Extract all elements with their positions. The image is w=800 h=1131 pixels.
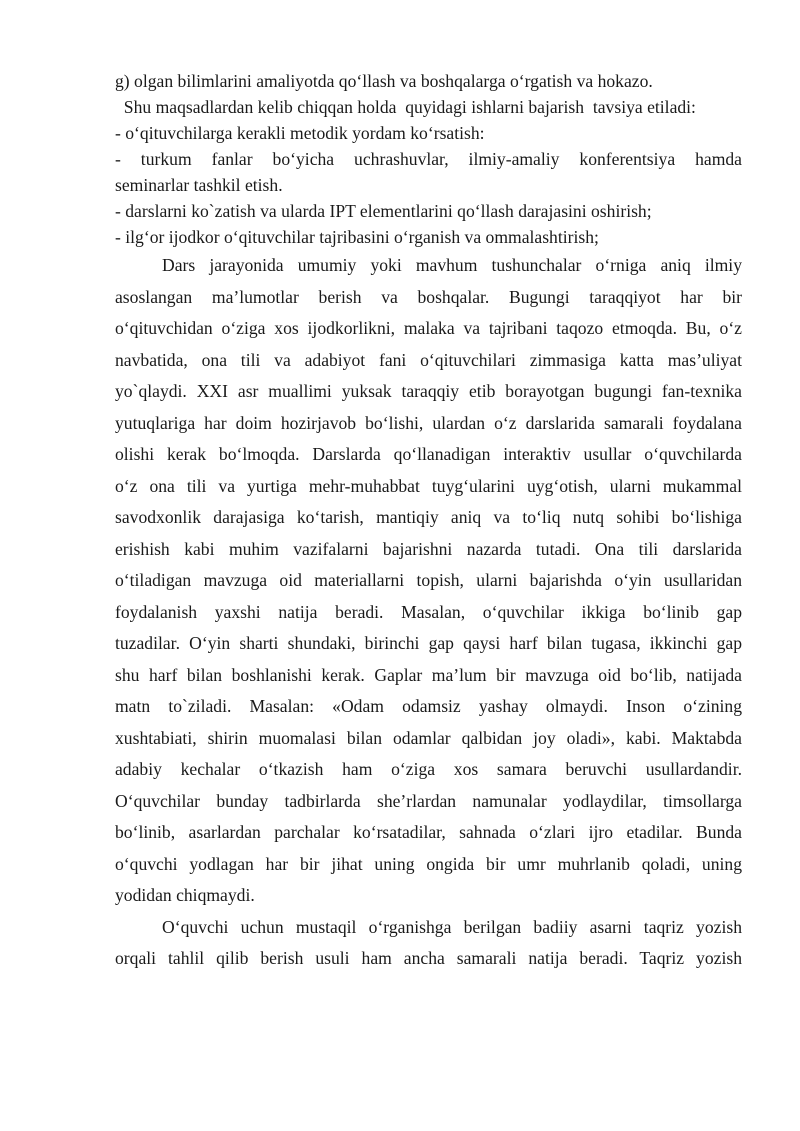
paragraph-line: erishish kabi muhim vazifalarni bajarishni nazarda tutadi. Ona tili darslarida [115, 538, 742, 559]
paragraph-line: navbatida, ona tili va adabiyot fani o‘qituvchilari zimmasiga katta mas’uliyat [115, 349, 742, 370]
paragraph-line: shu harf bilan boshlanishi kerak. Gaplar ma’lum bir mavzuga oid bo‘lib, natijada [115, 664, 742, 685]
paragraph-2 [115, 912, 742, 975]
list-item: - darslarni ko`zatish va ularda IPT elementlarini qo‘llash darajasini oshirish; [115, 201, 652, 221]
paragraph-line: O‘quvchilar bunday tadbirlarda she’rlardan namunalar yodlaydilar, timsollarga [115, 790, 742, 811]
paragraph-line: orqali tahlil qilib berish usuli ham ancha samarali natija beradi. Taqriz yozish [115, 948, 742, 968]
paragraph-line: o‘z ona tili va yurtiga mehr-muhabbat tuyg‘ularini uyg‘otish, ularni mukammal [115, 475, 742, 496]
list-section [115, 68, 742, 250]
paragraph-line: bo‘linib, asarlardan parchalar ko‘rsatadilar, sahnada o‘zlari ijro etadilar. Bunda [115, 822, 742, 842]
document-page [115, 68, 742, 975]
paragraph-line: Dars jarayonida umumiy yoki mavhum tushunchalar o‘rniga aniq ilmiy [162, 255, 742, 275]
paragraph-line: o‘tiladigan mavzuga oid materiallarni topish, ularni bajarishda o‘yin usullaridan [115, 570, 742, 590]
text-line: Shu maqsadlardan kelib chiqqan holda quyidagi ishlarni bajarish tavsiya etiladi: [115, 97, 696, 117]
list-item-continuation: seminarlar tashkil etish. [115, 175, 283, 195]
paragraph-line: tuzadilar. O‘yin sharti shundaki, birinchi gap qaysi harf bilan tugasa, ikkinchi gap [115, 633, 742, 653]
paragraph-line: matn to`ziladi. Masalan: «Odam odamsiz yashay olmaydi. Inson o‘zining [115, 696, 742, 716]
list-item: - ilg‘or ijodkor o‘qituvchilar tajribasini o‘rganish va ommalashtirish; [115, 227, 599, 247]
paragraph-line: o‘quvchi yodlagan har bir jihat uning ongida bir umr muhrlanib qoladi, uning [115, 853, 742, 874]
paragraph-line: savodxonlik darajasiga ko‘tarish, mantiqiy aniq va to‘liq nutq sohibi bo‘lishiga [115, 507, 742, 527]
paragraph-line: foydalanish yaxshi natija beradi. Masalan, o‘quvchilar ikkiga bo‘linib gap [115, 601, 742, 622]
paragraph-line: asoslangan ma’lumotlar berish va boshqalar. Bugungi taraqqiyot har bir [115, 286, 742, 307]
list-item: - turkum fanlar bo‘yicha uchrashuvlar, ilmiy-amaliy konferentsiya hamda [115, 149, 742, 169]
paragraph-line: adabiy kechalar o‘tkazish ham o‘ziga xos samara beruvchi usullardandir. [115, 759, 742, 779]
paragraph-line: olishi kerak bo‘lmoqda. Darslarda qo‘llanadigan interaktiv usullar o‘quvchilarda [115, 444, 742, 464]
paragraph-line-last: yodidan chiqmaydi. [115, 885, 255, 905]
text-line: g) olgan bilimlarini amaliyotda qo‘llash va boshqalarga o‘rgatish va hokazo. [115, 71, 653, 91]
paragraph-line: yutuqlariga har doim hozirjavob bo‘lishi, ulardan o‘z darslarida samarali foydalana [115, 412, 742, 433]
paragraph-line: o‘qituvchidan o‘ziga xos ijodkorlikni, malaka va tajribani taqozo etmoqda. Bu, o‘z [115, 318, 742, 338]
paragraph-1 [115, 250, 742, 912]
paragraph-line: O‘quvchi uchun mustaqil o‘rganishga berilgan badiiy asarni taqriz yozish [162, 916, 742, 937]
list-item: - o‘qituvchilarga kerakli metodik yordam ko‘rsatish: [115, 123, 485, 143]
paragraph-line: xushtabiati, shirin muomalasi bilan odamlar qalbidan joy oladi», kabi. Maktabda [115, 727, 742, 748]
paragraph-line: yo`qlaydi. XXI asr muallimi yuksak taraqqiy etib borayotgan bugungi fan-texnika [115, 381, 742, 401]
